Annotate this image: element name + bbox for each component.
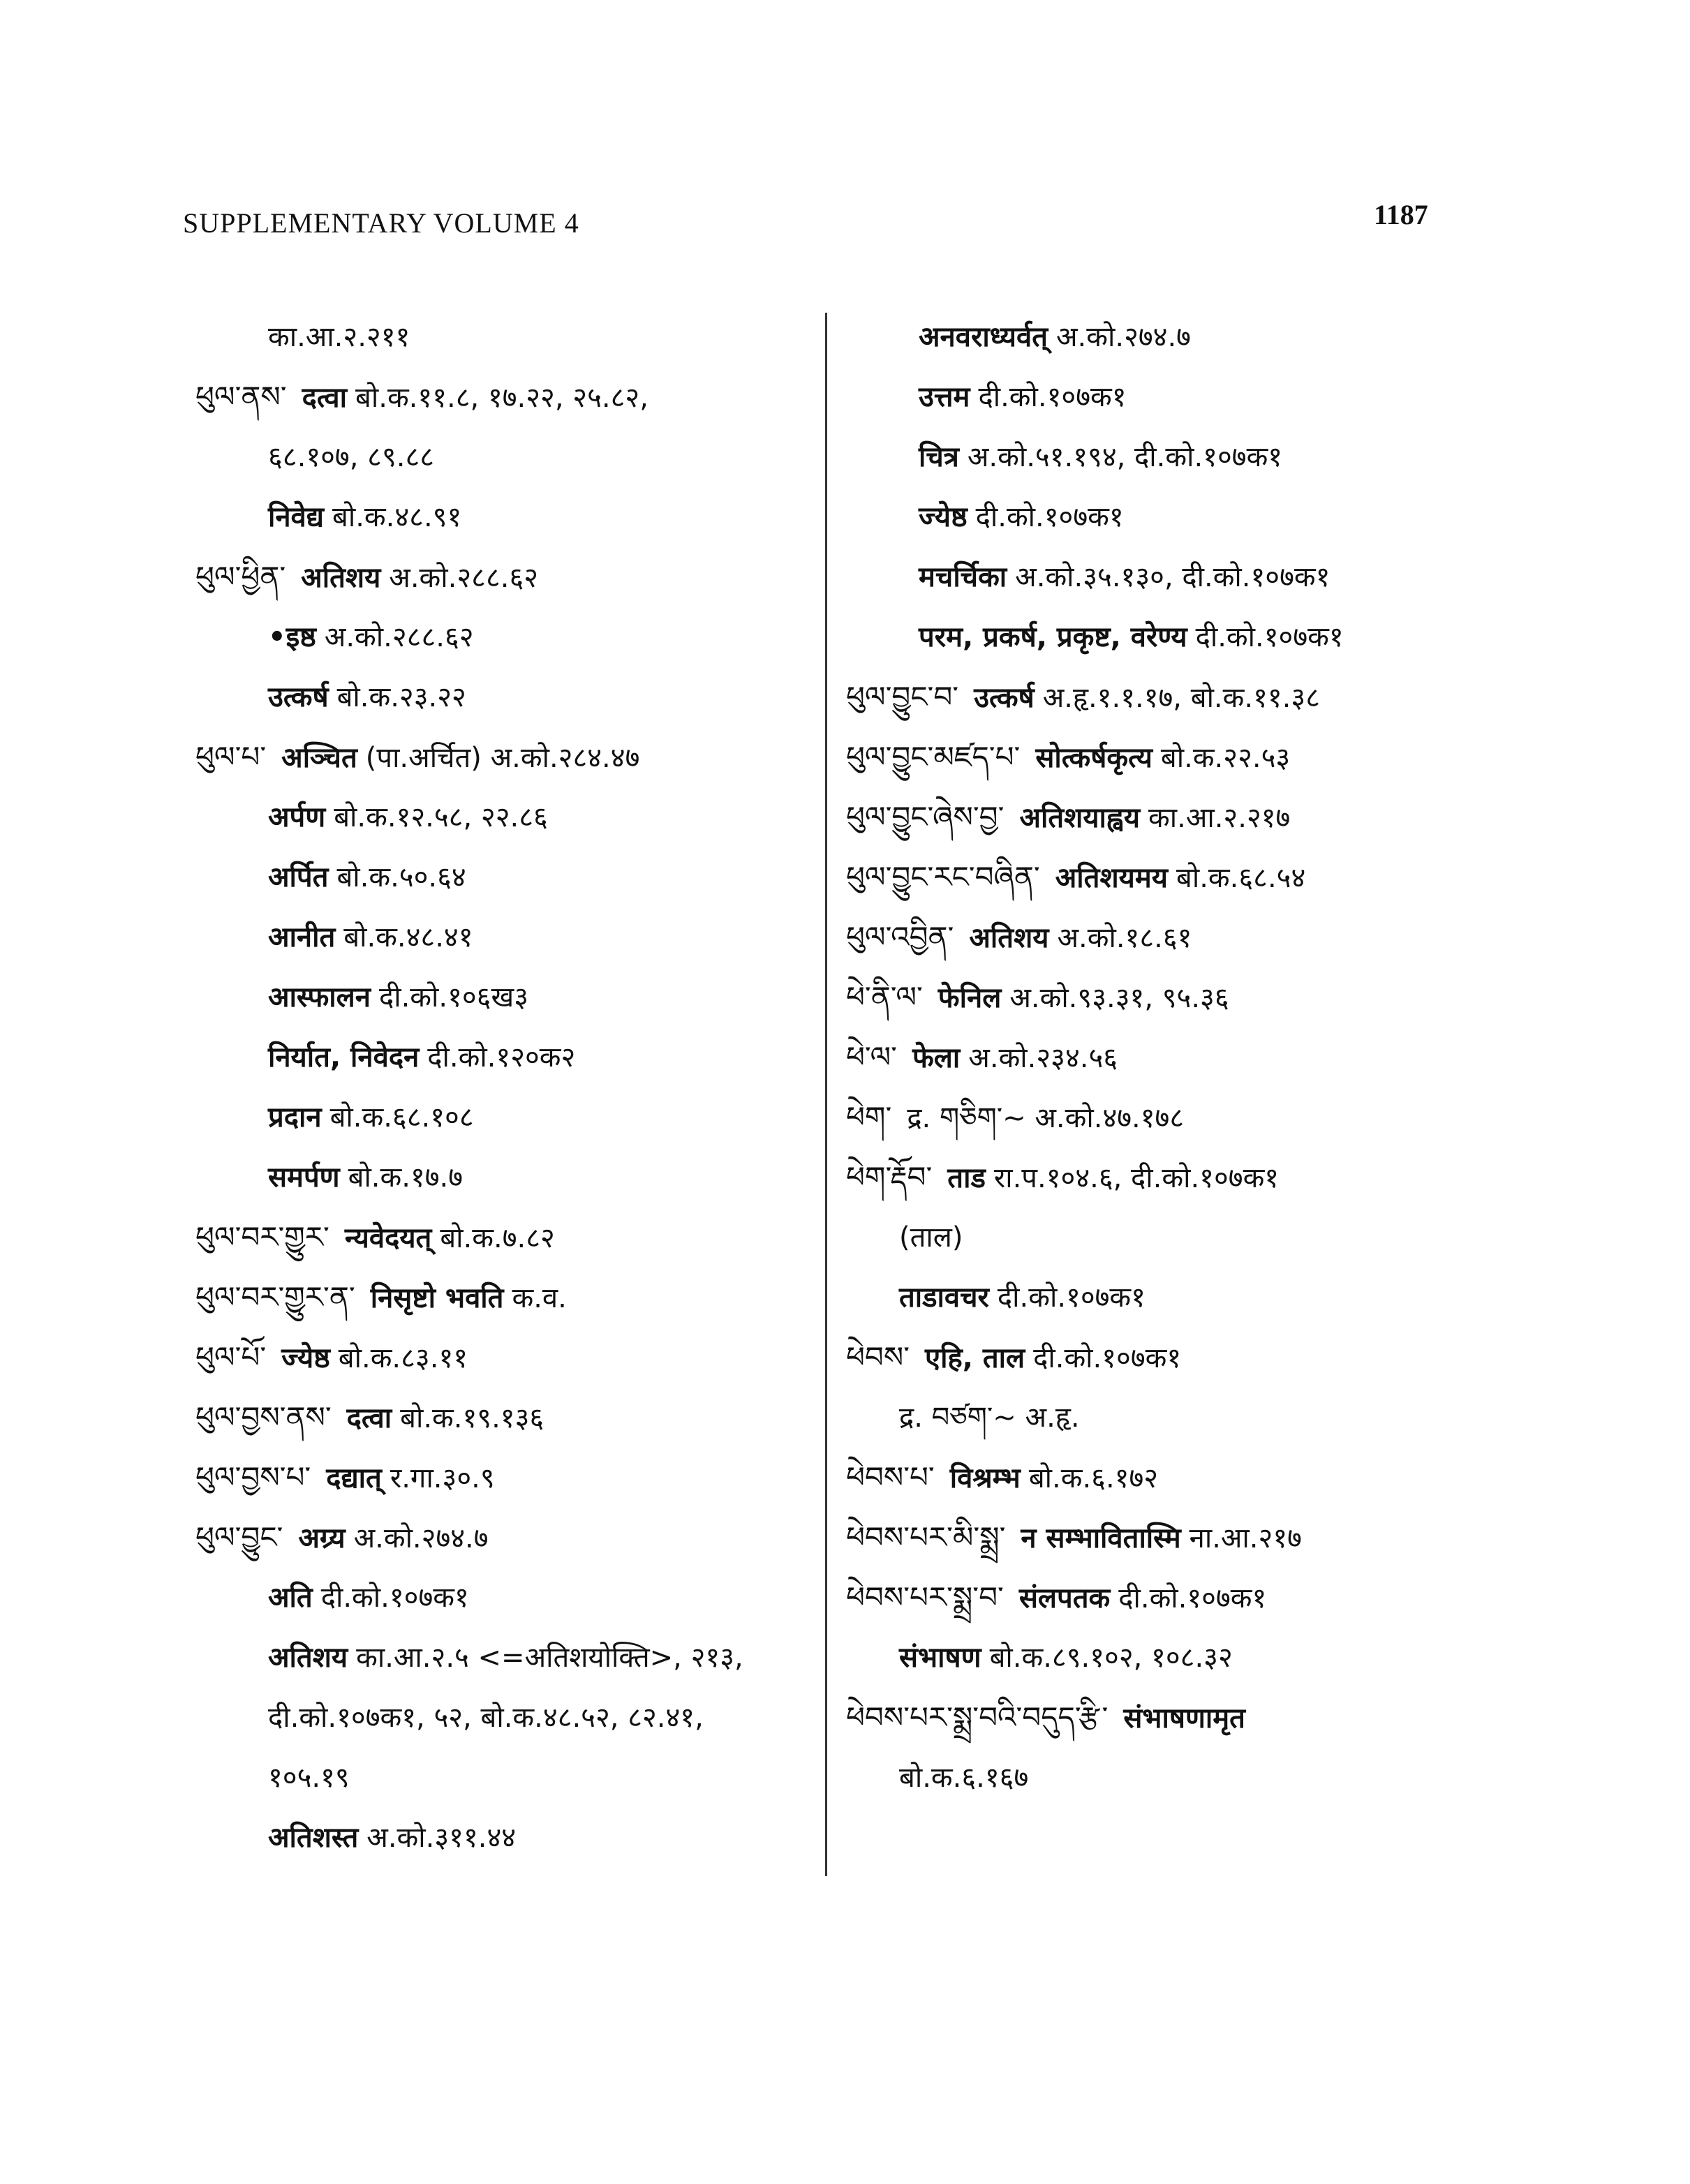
reference-text: द्र. གཅིག་~ अ.को.४७.१७८ — [907, 1102, 1185, 1134]
sanskrit-equivalent: दत्वा — [346, 1402, 392, 1434]
reference-text: का.आ.२.२११ — [268, 321, 410, 353]
sanskrit-equivalent: उत्कर्ष — [974, 682, 1035, 714]
sanskrit-equivalent: न्यवेदयत् — [344, 1222, 432, 1254]
sanskrit-equivalent: सोत्कर्षकृत्य — [1035, 742, 1152, 774]
sanskrit-equivalent: न सम्भावितास्मि — [1021, 1522, 1181, 1554]
sanskrit-equivalent: अनवराध्यर्वत् — [919, 321, 1048, 353]
reference-text: (ताल) — [899, 1221, 963, 1254]
tibetan-headword: ཕུལ་བྱུང་ཞེས་བྱ་ — [846, 800, 1005, 834]
sanskrit-equivalent: निसृष्टो भवति — [370, 1282, 504, 1314]
headword-line — [195, 547, 810, 607]
reference-text: दी.को.१२०क२ — [427, 1041, 576, 1074]
sanskrit-equivalent: अर्पित — [268, 861, 329, 893]
sanskrit-equivalent: ताडावचर — [899, 1282, 989, 1314]
running-title: SUPPLEMENTARY VOLUME 4 — [183, 207, 579, 239]
tibetan-headword: ཕུལ་ཕྱིན་ — [195, 560, 286, 594]
tibetan-headword: ཕེག་རྡོབ་ — [846, 1160, 933, 1194]
reference-text: र.गा.३०.९ — [390, 1462, 495, 1494]
sanskrit-equivalent: अतिशय — [969, 922, 1049, 954]
tibetan-headword: ཕུལ་བྱུང་བ་ — [846, 680, 959, 714]
subentry-line — [195, 1688, 810, 1748]
tibetan-headword: ཕུལ་བྱུང་རང་བཞིན་ — [846, 860, 1040, 894]
reference-text: ६८.१०७, ८९.८८ — [268, 441, 435, 473]
reference-text: अ.को.२७४.७ — [353, 1522, 489, 1554]
reference-text: अ.को.१८.६१ — [1057, 922, 1192, 954]
tibetan-headword: ཕེབས་པ་ — [846, 1460, 935, 1494]
subentry-line — [195, 307, 810, 367]
sanskrit-equivalent: फेला — [912, 1042, 961, 1074]
reference-text: बो.क.१७.७ — [348, 1161, 464, 1194]
reference-text: अ.हृ.१.१.१७, बो.क.११.३८ — [1042, 682, 1321, 714]
reference-text: (पा.अर्चित) अ.को.२८४.४७ — [365, 742, 640, 774]
headword-line — [846, 667, 1544, 727]
sanskrit-equivalent: संलपतक — [1018, 1582, 1111, 1614]
reference-text: अ.को.२३४.५६ — [968, 1042, 1118, 1074]
sanskrit-equivalent: एहि, ताल — [925, 1342, 1025, 1374]
reference-text: बो.क.६.१७२ — [1028, 1462, 1159, 1494]
subentry-line — [846, 307, 1544, 367]
sanskrit-equivalent: अतिशस्त — [268, 1822, 359, 1854]
sanskrit-equivalent: अतिशय — [301, 562, 381, 594]
subentry-line — [846, 547, 1544, 607]
tibetan-headword: ཕེ་ལ་ — [846, 1040, 897, 1074]
headword-line — [846, 1087, 1544, 1147]
reference-text: बो.क.५०.६४ — [336, 861, 466, 893]
reference-text: बो.क.६८.५४ — [1176, 862, 1306, 894]
headword-line — [846, 1448, 1544, 1508]
headword-line — [846, 727, 1544, 787]
sanskrit-equivalent: दद्यात् — [326, 1462, 382, 1494]
reference-text: दी.को.१०७क१ — [1033, 1342, 1182, 1374]
reference-text: बो.क.८३.११ — [338, 1342, 468, 1374]
tibetan-headword: ཕུལ་བྱུང་ — [195, 1520, 283, 1554]
reference-text: क.व. — [512, 1282, 567, 1314]
tibetan-headword: ཕེ་ནི་ལ་ — [846, 980, 923, 1014]
sanskrit-equivalent: आनीत — [268, 921, 336, 953]
reference-text: बो.क.१२.५८, २२.८६ — [334, 801, 548, 833]
sanskrit-equivalent: मचर्चिका — [919, 561, 1007, 593]
subentry-line — [195, 1568, 810, 1628]
subentry-line — [195, 667, 810, 727]
headword-line — [846, 787, 1544, 847]
sanskrit-equivalent: अर्पण — [268, 801, 326, 833]
tibetan-headword: ཕེབས་པར་སྨྲ་བ་ — [846, 1580, 1004, 1614]
sanskrit-equivalent: ज्येष्ठ — [919, 501, 968, 533]
page-number: 1187 — [1374, 199, 1428, 230]
sanskrit-equivalent: ज्येष्ठ — [281, 1342, 330, 1374]
subentry-line — [195, 607, 810, 667]
subentry-line — [195, 1808, 810, 1868]
sanskrit-equivalent: अति — [268, 1582, 313, 1614]
sanskrit-equivalent: आस्फालन — [268, 981, 371, 1013]
sanskrit-equivalent: अतिशयमय — [1055, 862, 1168, 894]
subentry-line — [846, 607, 1544, 667]
headword-line — [195, 1328, 810, 1388]
subentry-line — [846, 1388, 1544, 1448]
sanskrit-equivalent: अतिशय — [268, 1642, 348, 1674]
tibetan-headword: ཕུལ་བྱུང་མཛད་པ་ — [846, 740, 1021, 774]
sanskrit-equivalent: फेनिल — [937, 982, 1002, 1014]
sanskrit-equivalent: संभाषणामृत — [1123, 1702, 1245, 1734]
headword-line — [195, 1508, 810, 1568]
subentry-line — [195, 1628, 810, 1688]
subentry-line — [846, 1628, 1544, 1688]
tibetan-headword: ཕུལ་པོ་ — [195, 1340, 267, 1374]
sanskrit-equivalent: विश्रम्भ — [949, 1462, 1021, 1494]
reference-text: बो.क.४८.९१ — [332, 501, 462, 533]
subentry-line — [195, 1087, 810, 1147]
reference-text: दी.को.१०७क१ — [997, 1282, 1146, 1314]
subentry-line — [846, 1748, 1544, 1808]
tibetan-headword: ཕུལ་བྱས་ནས་ — [195, 1400, 332, 1434]
sanskrit-equivalent: प्रदान — [268, 1101, 322, 1134]
subentry-line — [195, 967, 810, 1027]
reference-text: दी.को.१०७क१ — [1195, 621, 1344, 653]
headword-line — [846, 1508, 1544, 1568]
reference-text: दी.को.१०६ख३ — [378, 981, 528, 1013]
reference-text: का.आ.२.५ <=अतिशयोक्ति>, २१३, — [356, 1642, 743, 1674]
sanskrit-equivalent: समर्पण — [268, 1161, 340, 1194]
headword-line — [846, 1688, 1544, 1748]
sanskrit-equivalent: दत्वा — [302, 382, 348, 414]
reference-text: बो.क.८९.१०२, १०८.३२ — [989, 1642, 1233, 1674]
subentry-line — [195, 1027, 810, 1087]
tibetan-headword: ཕུལ་བར་གྱུར་ — [195, 1220, 329, 1254]
tibetan-headword: ཕེབས་པར་མི་སྨྲ་ — [846, 1520, 1006, 1554]
sanskrit-equivalent: ताड — [947, 1162, 986, 1194]
headword-line — [195, 727, 810, 787]
subentry-line — [195, 907, 810, 967]
reference-text: दी.को.१०७क१ — [320, 1582, 469, 1614]
tibetan-headword: ཕེབས་ — [846, 1340, 910, 1374]
tibetan-headword: ཕེག་ — [846, 1100, 892, 1134]
sanskrit-equivalent: निवेद्य — [268, 501, 324, 533]
headword-line — [195, 367, 810, 427]
column-divider — [825, 313, 827, 1876]
subentry-line — [846, 487, 1544, 547]
subentry-line — [195, 1748, 810, 1808]
reference-text: बो.क.१९.१३६ — [400, 1402, 544, 1434]
sanskrit-equivalent: अग्र्य — [298, 1522, 346, 1554]
reference-text: बो.क.७.८२ — [440, 1222, 555, 1254]
headword-line — [846, 967, 1544, 1027]
tibetan-headword: ཕེབས་པར་སྨྲ་བའི་བདུད་རྩི་ — [846, 1700, 1109, 1734]
reference-text: बो.क.११.८, १७.२२, २५.८२, — [355, 382, 648, 414]
reference-text: बो.क.२२.५३ — [1160, 742, 1291, 774]
reference-text: अ.को.३५.१३०, दी.को.१०७क१ — [1015, 561, 1330, 593]
subentry-line — [846, 1208, 1544, 1268]
subentry-line — [195, 427, 810, 487]
reference-text: १०५.१९ — [268, 1762, 350, 1794]
headword-line — [846, 847, 1544, 907]
subentry-line — [195, 487, 810, 547]
sanskrit-equivalent: संभाषण — [899, 1642, 981, 1674]
sanskrit-equivalent: परम, प्रकर्ष, प्रकृष्ट, वरेण्य — [919, 621, 1187, 653]
reference-text: अ.को.५१.१९४, दी.को.१०७क१ — [967, 441, 1283, 473]
reference-text: दी.को.१०७क१ — [975, 501, 1124, 533]
tibetan-headword: ཕུལ་ནས་ — [195, 380, 287, 414]
reference-text: अ.को.९३.३१, ९५.३६ — [1009, 982, 1229, 1014]
reference-text: दी.को.१०७क१ — [978, 381, 1127, 413]
reference-text: रा.प.१०४.६, दी.को.१०७क१ — [993, 1162, 1280, 1194]
reference-text: बो.क.६८.१०८ — [329, 1101, 474, 1134]
subentry-line — [195, 787, 810, 847]
right-column — [846, 307, 1544, 1808]
subentry-line — [846, 367, 1544, 427]
subentry-line — [195, 847, 810, 907]
reference-text: अ.को.२७४.७ — [1056, 321, 1191, 353]
headword-line — [846, 1328, 1544, 1388]
headword-line — [846, 907, 1544, 967]
subentry-line — [846, 427, 1544, 487]
reference-text: अ.को.२८८.६२ — [324, 621, 474, 653]
headword-line — [195, 1268, 810, 1328]
sanskrit-equivalent: अञ्चित — [281, 742, 357, 774]
headword-line — [846, 1568, 1544, 1628]
sanskrit-equivalent: चित्र — [919, 441, 959, 473]
tibetan-headword: ཕུལ་བྱས་པ་ — [195, 1460, 311, 1494]
headword-line — [195, 1448, 810, 1508]
reference-text: बो.क.४८.४१ — [343, 921, 473, 953]
tibetan-headword: ཕུལ་འབྱིན་ — [846, 920, 954, 954]
reference-text: दी.को.१०७क१, ५२, बो.क.४८.५२, ८२.४१, — [268, 1702, 704, 1734]
headword-line — [195, 1388, 810, 1448]
sanskrit-equivalent: उत्तम — [919, 381, 970, 413]
reference-text: ना.आ.२१७ — [1189, 1522, 1302, 1554]
reference-text: बो.क.२३.२२ — [336, 681, 466, 713]
reference-text: अ.को.२८८.६२ — [389, 562, 539, 594]
sanskrit-equivalent: उत्कर्ष — [268, 681, 329, 713]
left-column — [195, 307, 810, 1868]
reference-text: द्र. བཙག་~ अ.हृ. — [899, 1402, 1080, 1434]
reference-text: दी.को.१०७क१ — [1118, 1582, 1267, 1614]
headword-line — [195, 1208, 810, 1268]
reference-text: का.आ.२.२१७ — [1148, 802, 1291, 834]
reference-text: अ.को.३११.४४ — [366, 1822, 517, 1854]
sanskrit-equivalent: •इष्ठ — [268, 621, 316, 653]
sanskrit-equivalent: अतिशयाह्वय — [1019, 802, 1141, 834]
tibetan-headword: ཕུལ་བར་གྱུར་ན་ — [195, 1280, 355, 1314]
sanskrit-equivalent: निर्यात, निवेदन — [268, 1041, 420, 1074]
subentry-line — [195, 1147, 810, 1208]
reference-text: बो.क.६.१६७ — [899, 1762, 1029, 1794]
headword-line — [846, 1027, 1544, 1087]
headword-line — [846, 1147, 1544, 1208]
tibetan-headword: ཕུལ་པ་ — [195, 740, 267, 774]
subentry-line — [846, 1268, 1544, 1328]
